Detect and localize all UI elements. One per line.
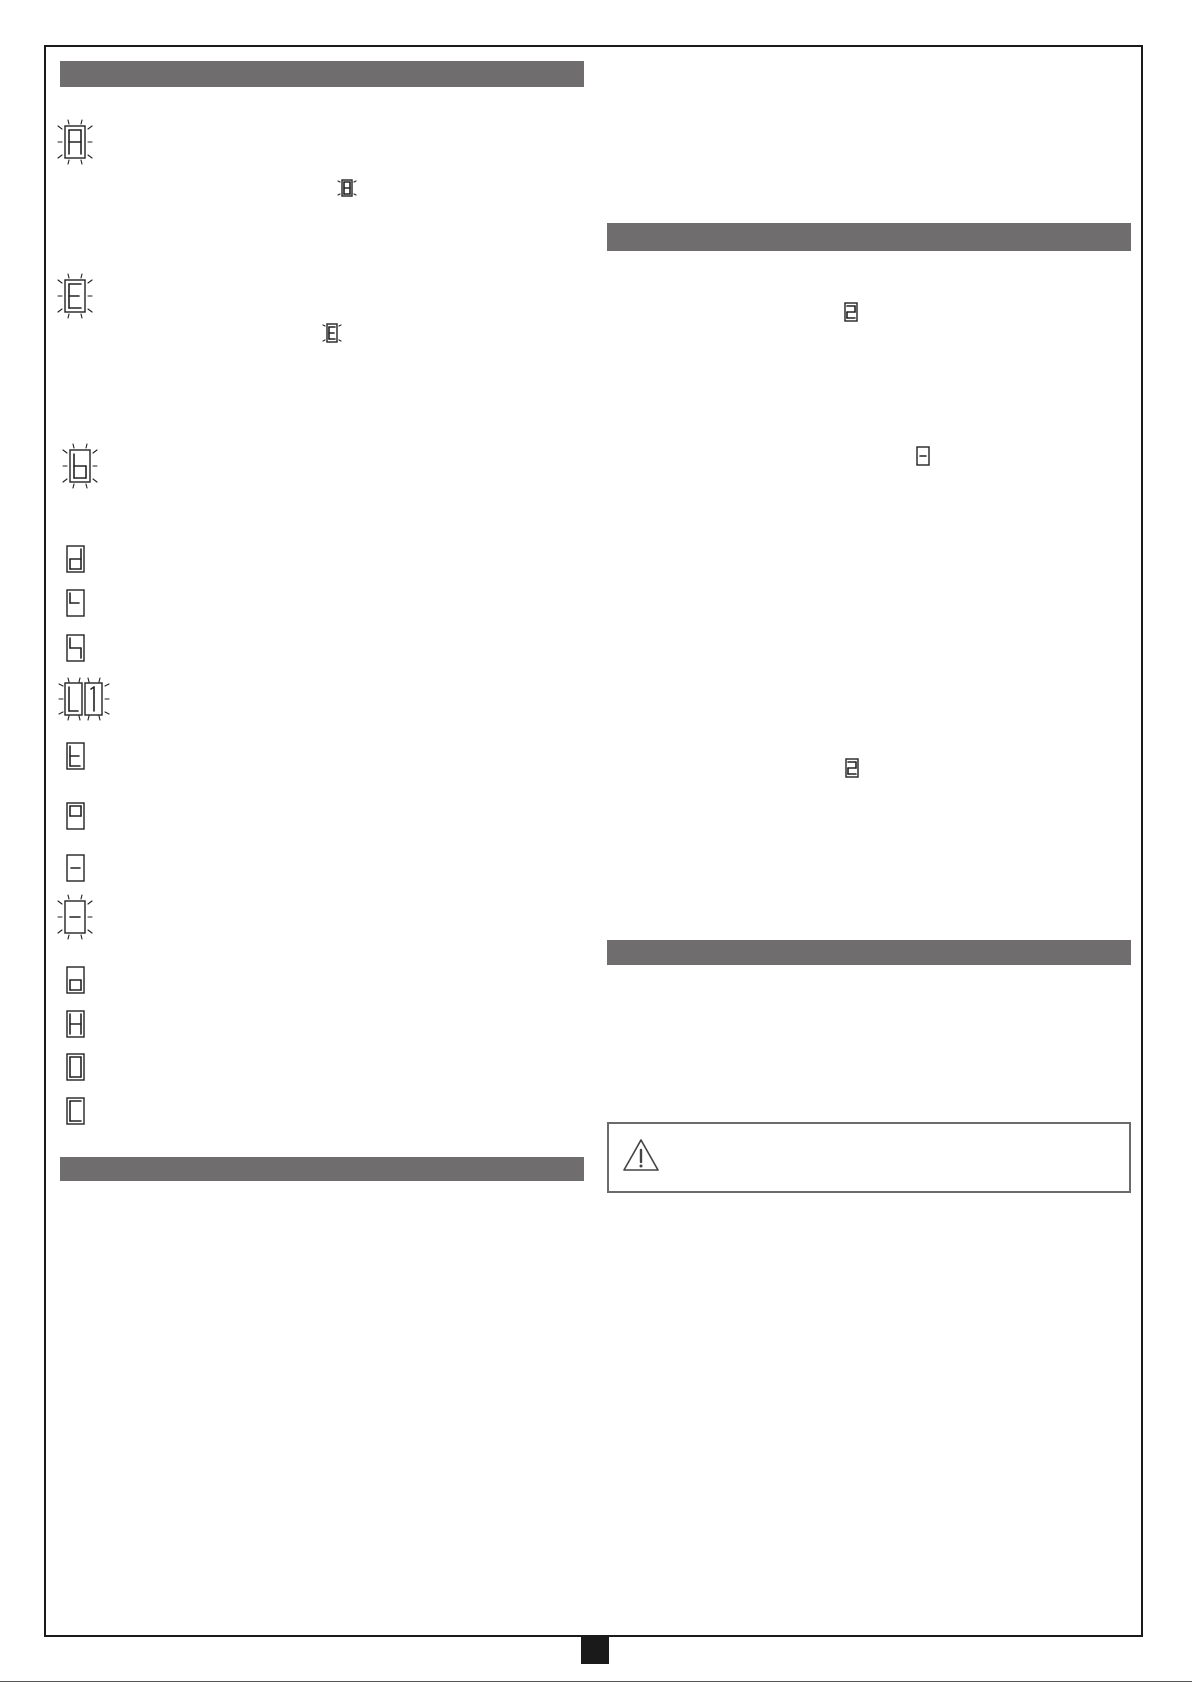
warning-box bbox=[607, 1122, 1131, 1193]
section-header-bar-left-bottom bbox=[60, 1157, 584, 1181]
display-P-icon bbox=[66, 802, 86, 830]
display-small-2-lower-icon bbox=[845, 758, 859, 778]
page-frame bbox=[44, 45, 1143, 1637]
display-h-icon bbox=[66, 634, 86, 662]
display-small-2-icon bbox=[844, 302, 858, 322]
display-H-icon bbox=[66, 1010, 86, 1038]
display-L1-blinking-icon bbox=[58, 678, 110, 720]
display-E-blinking-icon bbox=[57, 274, 93, 318]
display-o-icon bbox=[66, 966, 86, 994]
section-header-bar-right-middle bbox=[607, 940, 1131, 965]
display-small-dash-icon bbox=[916, 446, 930, 466]
display-dash-high-icon bbox=[66, 589, 86, 617]
bottom-rule bbox=[0, 1681, 1192, 1682]
display-small-E-icon bbox=[323, 322, 341, 344]
warning-triangle-icon bbox=[622, 1138, 660, 1172]
section-header-bar-right-top bbox=[607, 223, 1131, 251]
display-0-icon bbox=[66, 1053, 86, 1081]
page-number-tab bbox=[581, 1637, 609, 1664]
display-C-icon bbox=[66, 1097, 86, 1125]
display-t-icon bbox=[66, 742, 86, 770]
display-b-blinking-icon bbox=[62, 444, 98, 488]
display-dash-icon bbox=[66, 854, 86, 882]
display-A-blinking-icon bbox=[57, 120, 93, 164]
display-d-icon bbox=[66, 545, 86, 573]
section-header-bar-left-top bbox=[60, 61, 584, 87]
display-small-8-icon bbox=[338, 178, 356, 198]
display-dash-blinking-icon bbox=[57, 895, 93, 939]
